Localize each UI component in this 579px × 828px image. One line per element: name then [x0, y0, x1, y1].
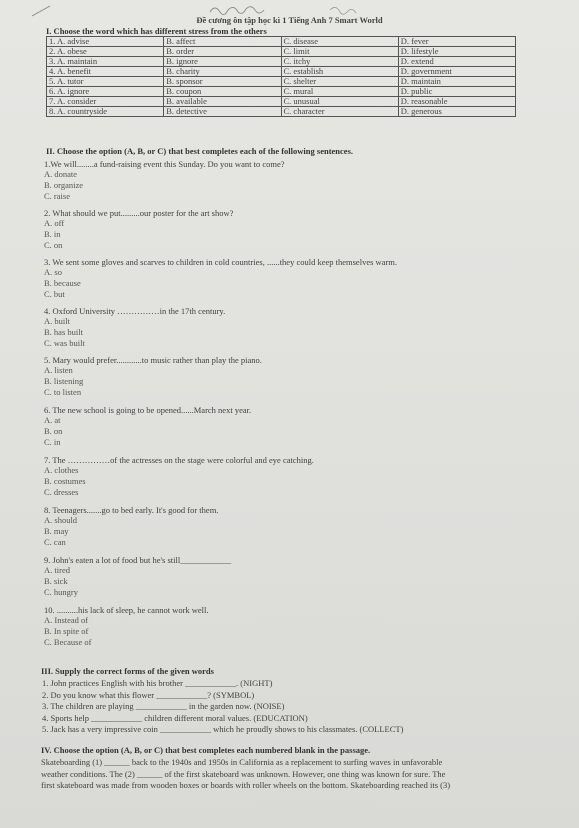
stress-cell: D. maintain	[398, 77, 515, 87]
answer-option[interactable]: B. on	[44, 426, 63, 436]
answer-option[interactable]: A. so	[44, 267, 62, 277]
answer-option[interactable]: C. hungry	[44, 587, 78, 597]
section-3-title: III. Supply the correct forms of the given words	[41, 666, 214, 676]
word-form-item: 4. Sports help ____________ children different moral values. (EDUCATION)	[42, 712, 308, 723]
word-form-item: 1. John practices English with his brother ____________. (NIGHT)	[42, 678, 273, 688]
answer-option[interactable]: C. to listen	[44, 387, 82, 397]
question-text: 8. Teenagers.......go to bed early. It's good for them.	[44, 505, 219, 515]
answer-option[interactable]: A. should	[44, 515, 78, 525]
answer-option[interactable]: A. off	[44, 218, 65, 228]
document-title: Đề cương ôn tập học kì 1 Tiếng Anh 7 Smart World	[196, 15, 383, 25]
stress-row	[47, 67, 516, 77]
answer-option[interactable]: B. sick	[44, 576, 68, 586]
answer-option[interactable]: A. tired	[44, 565, 70, 575]
stress-cell: C. establish	[281, 67, 398, 77]
answer-option[interactable]: A. at	[44, 415, 61, 425]
stress-cell: D. fever	[398, 37, 515, 47]
stress-row	[47, 37, 516, 47]
section-2-title: II. Choose the option (A, B, or C) that best completes each of the following sentences.	[46, 146, 354, 156]
section-4-title: IV. Choose the option (A, B, or C) that best completes each numbered blank in the passage.	[41, 745, 371, 755]
stress-table	[46, 36, 516, 117]
stress-cell: 1. A. advise	[47, 37, 164, 47]
stress-cell: B. charity	[164, 67, 281, 77]
stress-cell: 2. A. obese	[47, 47, 164, 57]
answer-option[interactable]: C. on	[44, 240, 63, 250]
stress-cell: D. public	[398, 87, 515, 97]
question-text: 2. What should we put.........our poster for the art show?	[44, 208, 234, 218]
answer-option[interactable]: B. organize	[44, 180, 84, 190]
passage-line: weather conditions. The (2) ______ of the first skateboard was unknown. However, one thing was known for sure. The	[41, 768, 446, 779]
stress-row	[47, 87, 516, 97]
question-text: 10. ..........his lack of sleep, he cannot work well.	[44, 605, 209, 615]
stress-cell: B. available	[164, 97, 281, 107]
stress-cell: 8. A. countryside	[47, 107, 164, 117]
stress-cell: C. limit	[281, 47, 398, 57]
stress-row	[47, 107, 516, 117]
answer-option[interactable]: C. Because of	[44, 637, 92, 647]
stress-row	[47, 77, 516, 87]
question-text: 7. The ……………of the actresses on the stage were colorful and eye catching.	[44, 455, 314, 465]
stress-cell: D. reasonable	[398, 97, 515, 107]
stress-cell: D. generous	[398, 107, 515, 117]
answer-option[interactable]: C. raise	[44, 191, 70, 201]
passage-line: first skateboard was made from wooden boxes or boards with roller wheels on the bottom. Skateboarding reached its (3)	[41, 780, 451, 790]
question-text: 1.We will........a fund-raising event this Sunday. Do you want to come?	[44, 159, 285, 169]
answer-option[interactable]: A. donate	[44, 169, 78, 179]
stress-cell: B. sponsor	[164, 77, 281, 87]
stress-cell: 3. A. maintain	[47, 57, 164, 67]
answer-option[interactable]: B. costumes	[44, 476, 86, 486]
stress-cell: B. affect	[164, 37, 281, 47]
question-text: 5. Mary would prefer............to music rather than play the piano.	[44, 355, 262, 365]
answer-option[interactable]: B. because	[44, 278, 81, 288]
answer-option[interactable]: A. built	[44, 316, 70, 326]
stress-cell: D. extend	[398, 57, 515, 67]
question-text: 9. John's eaten a lot of food but he's still____________	[44, 555, 232, 565]
stress-cell: 4. A. benefit	[47, 67, 164, 77]
question-text: 3. We sent some gloves and scarves to children in cold countries, ......they could keep themselves warm.	[44, 257, 397, 267]
stress-cell: D. lifestyle	[398, 47, 515, 57]
stress-cell: B. detective	[164, 107, 281, 117]
stress-cell: C. mural	[281, 87, 398, 97]
answer-option[interactable]: C. but	[44, 289, 65, 299]
stress-cell: 6. A. ignore	[47, 87, 164, 97]
answer-option[interactable]: A. clothes	[44, 465, 79, 475]
question-text: 6. The new school is going to be opened......March next year.	[44, 405, 252, 415]
stress-row	[47, 57, 516, 67]
stress-cell: C. disease	[281, 37, 398, 47]
word-form-item: 5. Jack has a very impressive coin ____________ which he proudly shows to his classmates. (COLLECT)	[42, 724, 404, 734]
word-form-item: 2. Do you know what this flower ____________? (SYMBOL)	[42, 689, 255, 700]
answer-option[interactable]: C. dresses	[44, 487, 79, 497]
stress-cell: C. unusual	[281, 97, 398, 107]
stress-cell: C. shelter	[281, 77, 398, 87]
stress-row	[47, 47, 516, 57]
answer-option[interactable]: C. was built	[44, 338, 85, 348]
stress-cell: 5. A. tutor	[47, 77, 164, 87]
answer-option[interactable]: B. in	[44, 229, 61, 239]
stress-cell: D. government	[398, 67, 515, 77]
passage-line: Skateboarding (1) ______ back to the 1940s and 1950s in California as a replacement to surfing waves in unfavorable	[41, 757, 443, 767]
stress-row	[47, 97, 516, 107]
answer-option[interactable]: B. has built	[44, 327, 83, 337]
stress-cell: B. ignore	[164, 57, 281, 67]
stress-cell: 7. A. consider	[47, 97, 164, 107]
section-1-title: I. Choose the word which has different stress from the others	[46, 26, 267, 36]
question-text: 4. Oxford University ……………in the 17th century.	[44, 306, 226, 316]
stress-cell: B. order	[164, 47, 281, 57]
stress-cell: B. coupon	[164, 87, 281, 97]
answer-option[interactable]: A. listen	[44, 365, 73, 375]
answer-option[interactable]: B. may	[44, 526, 69, 536]
answer-option[interactable]: A. Instead of	[44, 615, 89, 625]
answer-option[interactable]: C. can	[44, 537, 66, 547]
answer-option[interactable]: B. listening	[44, 376, 84, 386]
stress-cell: C. itchy	[281, 57, 398, 67]
word-form-item: 3. The children are playing ____________ in the garden now. (NOISE)	[42, 701, 285, 711]
answer-option[interactable]: B. In spite of	[44, 626, 89, 636]
stress-cell: C. character	[281, 107, 398, 117]
answer-option[interactable]: C. in	[44, 437, 61, 447]
